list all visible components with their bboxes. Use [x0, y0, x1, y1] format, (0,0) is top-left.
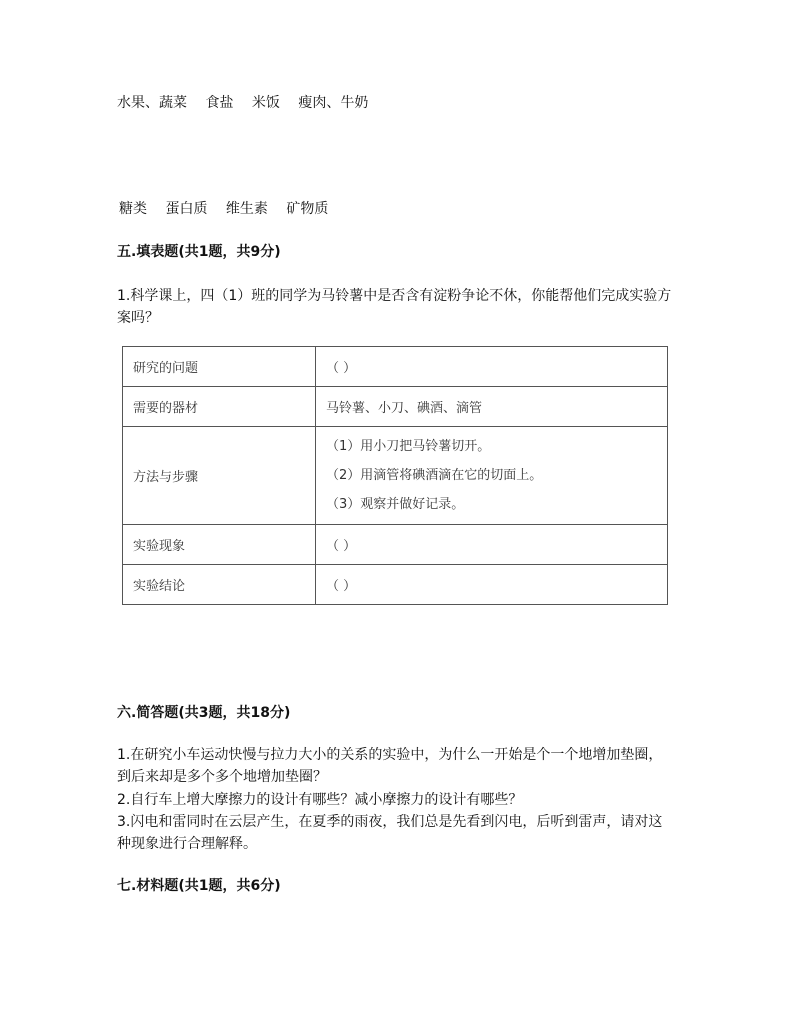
table-row: [123, 525, 668, 565]
table-row: [123, 347, 668, 387]
food-options-row: [117, 93, 368, 113]
table-row: [123, 387, 668, 427]
row-value: （ ）: [316, 565, 668, 605]
food-option: 瘦肉、牛奶: [298, 95, 369, 111]
steps-cell: [316, 427, 668, 525]
nutrient-option: 糖类: [119, 201, 147, 217]
food-option: 米饭: [251, 95, 280, 111]
food-option: 水果、蔬菜: [117, 95, 187, 111]
nutrient-option: 矿物质: [286, 201, 329, 217]
step-item: （1）用小刀把马铃薯切开。: [326, 439, 491, 454]
table-row: [123, 565, 668, 605]
row-value: （ ）: [316, 347, 668, 387]
row-label: 实验现象: [123, 525, 316, 565]
table-row: [123, 427, 668, 525]
nutrient-option: 维生素: [225, 201, 268, 217]
row-value: 马铃薯、小刀、碘酒、滴管: [316, 387, 668, 427]
food-option: 食盐: [205, 95, 234, 111]
row-label: 实验结论: [123, 565, 316, 605]
section-heading-short-answer: 六.简答题(共3题，共18分): [117, 705, 291, 721]
question-text: 1.在研究小车运动快慢与拉力大小的关系的实验中，为什么一开始是个一个地增加垫圈，到后来却是多个多个地增加垫圈？: [117, 747, 663, 785]
nutrient-option: 蛋白质: [165, 201, 208, 217]
section-heading-material: 七.材料题(共1题，共6分): [117, 878, 281, 894]
step-item: （2）用滴管将碘酒滴在它的切面上。: [326, 468, 543, 483]
row-label: 方法与步骤: [123, 427, 316, 525]
step-item: （3）观察并做好记录。: [326, 497, 465, 512]
section-heading-fill-table: 五.填表题(共1题，共9分): [117, 244, 281, 260]
row-value: （ ）: [316, 525, 668, 565]
experiment-plan-table: [122, 346, 668, 605]
row-label: 需要的器材: [123, 387, 316, 427]
row-label: 研究的问题: [123, 347, 316, 387]
question-text: 1.科学课上，四（1）班的同学为马铃薯中是否含有淀粉争论不休，你能帮他们完成实验方案吗？: [117, 288, 672, 326]
question-text: 3.闪电和雷同时在云层产生，在夏季的雨夜，我们总是先看到闪电，后听到雷声，请对这种现象进行合理解释。: [117, 814, 663, 852]
nutrient-options-row: [119, 199, 328, 219]
question-text: 2.自行车上增大摩擦力的设计有哪些？减小摩擦力的设计有哪些？: [117, 792, 523, 808]
